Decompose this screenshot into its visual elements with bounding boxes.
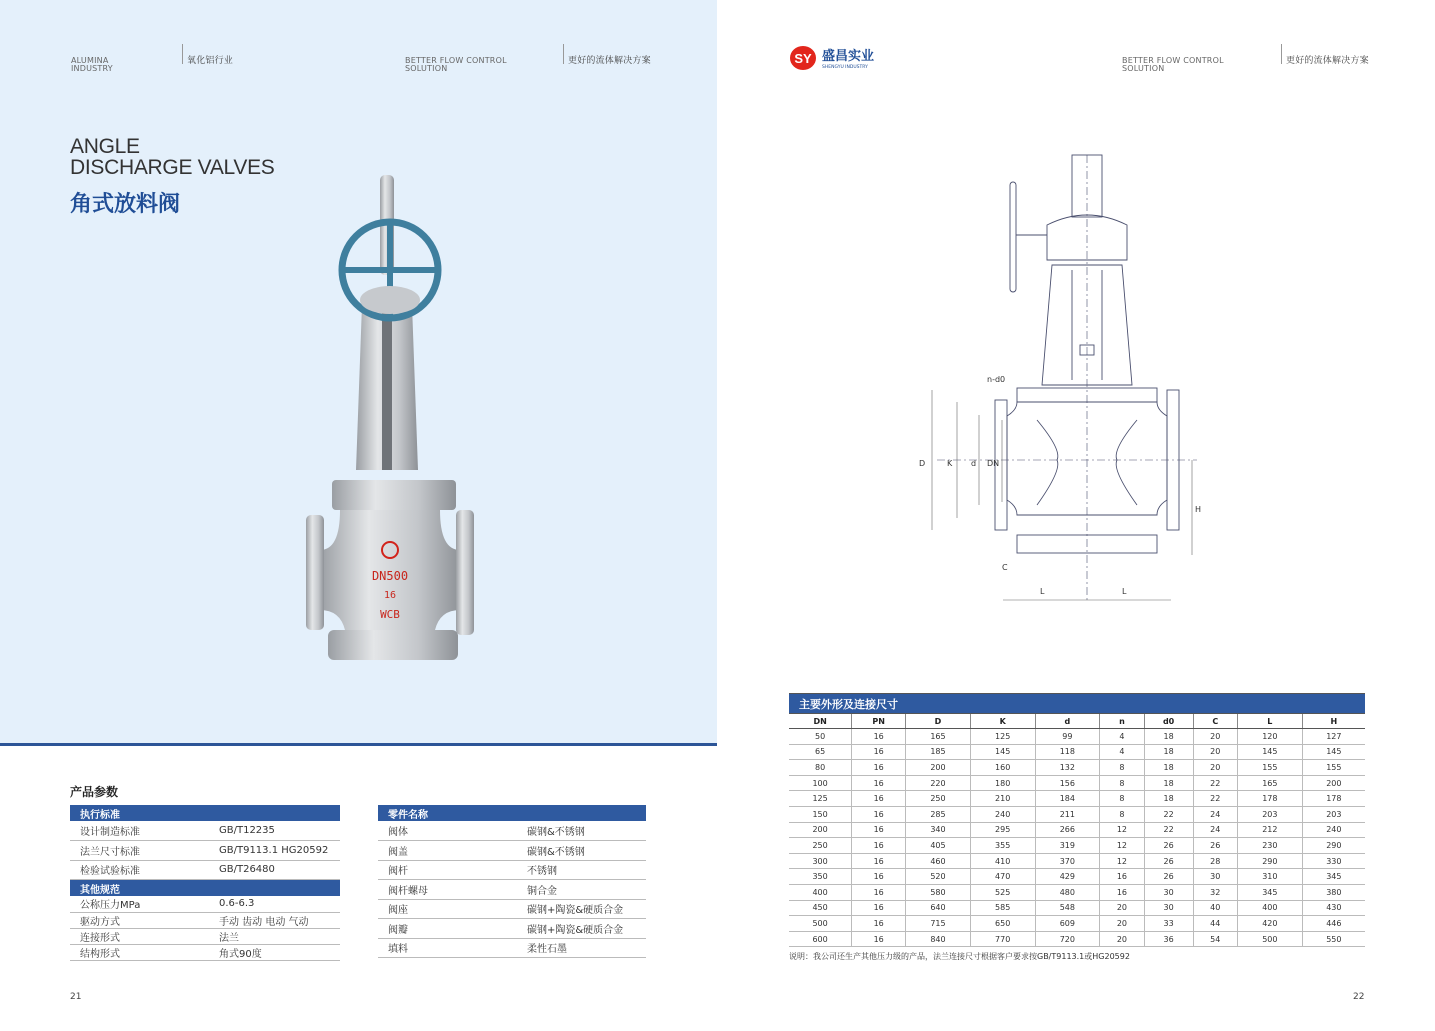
product-title-cn: 角式放料阀 [70,192,181,217]
table-cell: 28 [1193,853,1237,869]
table-cell: 250 [789,838,852,854]
row-value: 铜合金 [517,880,646,900]
table-cell: 12 [1100,838,1144,854]
table-cell: 18 [1144,760,1193,776]
table-cell: 400 [789,884,852,900]
table-cell: 132 [1035,760,1100,776]
table-cell: 8 [1100,791,1144,807]
valve-photo [300,170,490,690]
header-divider [1281,44,1282,64]
table-cell: 429 [1035,869,1100,885]
table-cell: 609 [1035,916,1100,932]
table-cell: 155 [1237,760,1302,776]
row-label: 法兰尺寸标准 [70,841,209,861]
row-value: GB/T26480 [209,860,340,880]
row-label: 驱动方式 [70,912,209,928]
params-section-title: 产品参数 [70,785,119,799]
table-cell: 125 [789,791,852,807]
table-cell: 16 [852,900,906,916]
column-header: n [1100,714,1144,729]
dim-label-D: D [919,459,926,468]
table-cell: 16 [852,806,906,822]
page-number-left: 21 [70,992,82,1002]
column-header: d0 [1144,714,1193,729]
table-cell: 345 [1237,884,1302,900]
table-row [789,729,1365,745]
dim-label-C: C [1002,563,1008,572]
table-cell: 240 [970,806,1035,822]
column-header: H [1302,714,1365,729]
row-label: 检验试验标准 [70,860,209,880]
table-cell: 54 [1193,931,1237,947]
table-cell: 99 [1035,729,1100,745]
table-cell: 350 [789,869,852,885]
row-label: 结构形式 [70,944,209,960]
table-cell: 118 [1035,744,1100,760]
table-cell: 715 [906,916,971,932]
table-row [789,775,1365,791]
product-title-en: ANGLE DISCHARGE VALVES [70,135,275,179]
table-cell: 16 [1100,884,1144,900]
valve-dimension-drawing [907,150,1202,610]
row-value: 0.6-6.3 [209,896,340,912]
table-cell: 16 [852,916,906,932]
right-page [717,0,1435,1031]
table-row [789,916,1365,932]
table-cell: 80 [789,760,852,776]
table-cell: 16 [852,822,906,838]
header-divider [182,44,183,64]
table-cell: 33 [1144,916,1193,932]
row-value: GB/T12235 [209,821,340,841]
header-divider [563,44,564,64]
table-cell: 295 [970,822,1035,838]
table-cell: 20 [1100,916,1144,932]
table-cell: 290 [1302,838,1365,854]
table-cell: 18 [1144,729,1193,745]
table-cell: 145 [1302,744,1365,760]
column-header: K [970,714,1035,729]
table-cell: 840 [906,931,971,947]
table-cell: 770 [970,931,1035,947]
table-cell: 156 [1035,775,1100,791]
table-cell: 22 [1193,775,1237,791]
table-cell: 240 [1302,822,1365,838]
table-cell: 420 [1237,916,1302,932]
header-slogan-cn: 更好的流体解决方案 [568,56,651,66]
table-cell: 200 [906,760,971,776]
column-header: D [906,714,971,729]
table-cell: 36 [1144,931,1193,947]
left-page [0,0,717,1031]
table-cell: 550 [1302,931,1365,947]
table-cell: 24 [1193,806,1237,822]
dim-label-L2: L [1122,587,1127,596]
table-cell: 26 [1193,838,1237,854]
table-row [789,884,1365,900]
dimensions-caption: 主要外形及连接尺寸 [789,694,1365,714]
table-cell: 26 [1144,853,1193,869]
table-cell: 160 [970,760,1035,776]
row-label: 公称压力MPa [70,896,209,912]
row-label: 设计制造标准 [70,821,209,841]
column-header: L [1237,714,1302,729]
table-cell: 4 [1100,744,1144,760]
header-industry-cn: 氧化铝行业 [187,56,234,66]
table-cell: 16 [852,744,906,760]
table-cell: 212 [1237,822,1302,838]
table-cell: 220 [906,775,971,791]
table-row [789,931,1365,947]
table-row [789,791,1365,807]
row-value: 碳钢&不锈钢 [517,821,646,841]
header-slogan-en: BETTER FLOW CONTROL SOLUTION [405,56,507,73]
table-cell: 16 [852,775,906,791]
table-cell: 178 [1237,791,1302,807]
table-cell: 20 [1193,729,1237,745]
parts-table [378,805,646,958]
table-cell: 500 [789,916,852,932]
table-cell: 20 [1100,931,1144,947]
table-cell: 4 [1100,729,1144,745]
table-cell: 330 [1302,853,1365,869]
table-cell: 30 [1144,884,1193,900]
table-cell: 145 [1237,744,1302,760]
row-label: 连接形式 [70,928,209,944]
table-cell: 22 [1144,822,1193,838]
table-cell: 22 [1193,791,1237,807]
row-label: 阀盖 [378,841,517,861]
dim-label-L1: L [1040,587,1045,596]
table-cell: 446 [1302,916,1365,932]
table-row [70,896,340,912]
valve-marking-material: WCB [380,608,400,621]
table-cell: 16 [852,729,906,745]
table-cell: 165 [1237,775,1302,791]
row-value: 碳钢&不锈钢 [517,841,646,861]
row-value: 法兰 [209,928,340,944]
table-cell: 500 [1237,931,1302,947]
logo-brand-en: SHENGYU INDUSTRY [822,65,868,70]
table-cell: 585 [970,900,1035,916]
table-cell: 12 [1100,853,1144,869]
table-cell: 8 [1100,806,1144,822]
table-cell: 150 [789,806,852,822]
column-header: C [1193,714,1237,729]
table-cell: 230 [1237,838,1302,854]
other-specs-header: 其他规范 [70,880,340,896]
table-cell: 180 [970,775,1035,791]
table-cell: 285 [906,806,971,822]
dim-label-nd0: n-d0 [987,375,1006,384]
header-slogan-en: BETTER FLOW CONTROL SOLUTION [1122,56,1224,73]
table-cell: 184 [1035,791,1100,807]
table-cell: 450 [789,900,852,916]
table-cell: 290 [1237,853,1302,869]
standards-header: 执行标准 [70,805,340,821]
valve-marking-size: DN500 [371,569,409,583]
table-cell: 50 [789,729,852,745]
table-cell: 250 [906,791,971,807]
table-row [789,869,1365,885]
table-row [378,841,646,861]
table-row [789,838,1365,854]
table-row [70,912,340,928]
svg-text:SY: SY [794,51,812,66]
table-cell: 18 [1144,791,1193,807]
other-specs-table [70,880,340,961]
table-cell: 65 [789,744,852,760]
row-value: 柔性石墨 [517,938,646,958]
table-cell: 470 [970,869,1035,885]
table-cell: 410 [970,853,1035,869]
row-label: 阀杆 [378,860,517,880]
company-logo [790,45,890,71]
table-cell: 185 [906,744,971,760]
header-industry-en: ALUMINA INDUSTRY [71,56,113,73]
table-cell: 405 [906,838,971,854]
page-number-right: 22 [1353,992,1365,1002]
table-cell: 40 [1193,900,1237,916]
table-cell: 12 [1100,822,1144,838]
table-cell: 178 [1302,791,1365,807]
table-cell: 125 [970,729,1035,745]
table-cell: 16 [852,931,906,947]
table-row [378,860,646,880]
table-row [70,860,340,880]
table-cell: 650 [970,916,1035,932]
dimensions-body [789,729,1365,947]
table-cell: 211 [1035,806,1100,822]
dim-label-DN: DN [987,459,1000,468]
table-cell: 400 [1237,900,1302,916]
table-cell: 26 [1144,869,1193,885]
parts-header: 零件名称 [378,805,646,821]
dim-label-d: d [971,459,977,468]
table-cell: 30 [1144,900,1193,916]
table-row [378,899,646,919]
table-row [378,919,646,939]
table-cell: 16 [852,884,906,900]
table-cell: 8 [1100,775,1144,791]
table-cell: 340 [906,822,971,838]
table-row [70,928,340,944]
column-header: DN [789,714,852,729]
table-cell: 355 [970,838,1035,854]
header-slogan-cn: 更好的流体解决方案 [1286,56,1369,66]
row-value: 碳钢+陶瓷&硬质合金 [517,919,646,939]
row-label: 阀杆螺母 [378,880,517,900]
table-cell: 120 [1237,729,1302,745]
valve-marking-pn: 16 [383,590,397,601]
table-cell: 310 [1237,869,1302,885]
table-cell: 44 [1193,916,1237,932]
table-cell: 20 [1193,744,1237,760]
table-cell: 640 [906,900,971,916]
table-row [789,806,1365,822]
row-label: 阀体 [378,821,517,841]
row-value: 角式90度 [209,944,340,960]
table-cell: 16 [852,853,906,869]
table-row [789,760,1365,776]
hero-bottom-rule [0,743,717,746]
logo-brand-cn: 盛昌实业 [822,49,875,64]
table-row [70,944,340,960]
table-cell: 8 [1100,760,1144,776]
table-cell: 525 [970,884,1035,900]
column-header: d [1035,714,1100,729]
table-row [789,900,1365,916]
dim-label-K: K [947,459,953,468]
table-row [70,821,340,841]
table-cell: 203 [1237,806,1302,822]
table-cell: 16 [1100,869,1144,885]
table-cell: 127 [1302,729,1365,745]
standards-table [70,805,340,880]
table-cell: 210 [970,791,1035,807]
row-value: 手动 齿动 电动 气动 [209,912,340,928]
table-cell: 155 [1302,760,1365,776]
table-cell: 319 [1035,838,1100,854]
table-cell: 460 [906,853,971,869]
table-cell: 24 [1193,822,1237,838]
table-cell: 380 [1302,884,1365,900]
table-cell: 548 [1035,900,1100,916]
table-cell: 203 [1302,806,1365,822]
table-row [70,841,340,861]
row-value: GB/T9113.1 HG20592 [209,841,340,861]
table-cell: 480 [1035,884,1100,900]
table-row [378,938,646,958]
table-cell: 26 [1144,838,1193,854]
table-cell: 22 [1144,806,1193,822]
dim-label-H: H [1195,505,1202,514]
dimensions-header-row [789,714,1365,729]
table-row [378,821,646,841]
table-cell: 16 [852,791,906,807]
table-cell: 18 [1144,744,1193,760]
row-label: 阀座 [378,899,517,919]
table-cell: 345 [1302,869,1365,885]
table-cell: 266 [1035,822,1100,838]
table-cell: 16 [852,760,906,776]
table-cell: 300 [789,853,852,869]
table-cell: 165 [906,729,971,745]
row-value: 不锈钢 [517,860,646,880]
table-cell: 600 [789,931,852,947]
table-row [789,744,1365,760]
table-row [378,880,646,900]
table-footnote: 说明：我公司还生产其他压力级的产品，法兰连接尺寸根据客户要求按GB/T9113.1或HG20592 [789,952,1130,961]
table-cell: 720 [1035,931,1100,947]
table-cell: 370 [1035,853,1100,869]
table-row [789,822,1365,838]
table-cell: 16 [852,838,906,854]
table-cell: 145 [970,744,1035,760]
column-header: PN [852,714,906,729]
table-cell: 200 [1302,775,1365,791]
table-cell: 520 [906,869,971,885]
table-row [789,853,1365,869]
table-cell: 100 [789,775,852,791]
table-cell: 200 [789,822,852,838]
table-cell: 430 [1302,900,1365,916]
table-cell: 32 [1193,884,1237,900]
table-cell: 580 [906,884,971,900]
table-cell: 18 [1144,775,1193,791]
row-label: 填料 [378,938,517,958]
table-cell: 20 [1193,760,1237,776]
row-value: 碳钢+陶瓷&硬质合金 [517,899,646,919]
table-cell: 16 [852,869,906,885]
table-cell: 20 [1100,900,1144,916]
row-label: 阀瓣 [378,919,517,939]
dimensions-table [789,693,1365,947]
table-cell: 30 [1193,869,1237,885]
